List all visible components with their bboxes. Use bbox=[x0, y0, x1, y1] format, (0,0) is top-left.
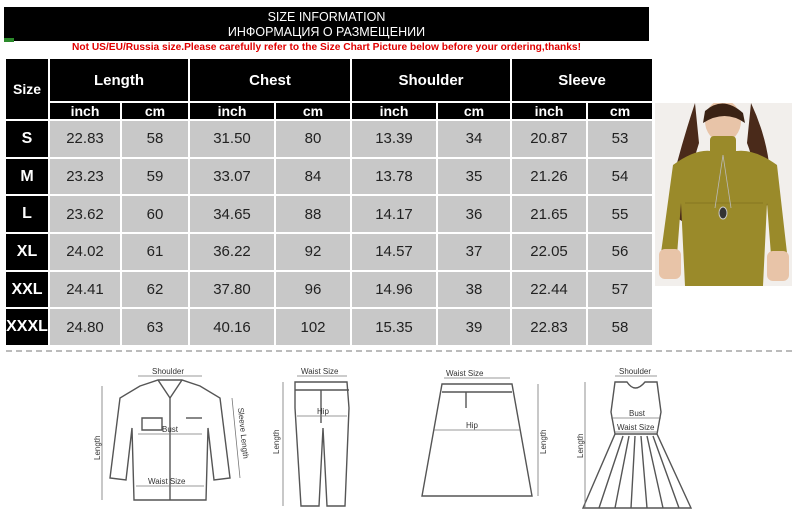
measurement-cell: 35 bbox=[437, 158, 511, 196]
measurement-cell: 37 bbox=[437, 233, 511, 271]
measurement-cell: 40.16 bbox=[189, 308, 275, 346]
unit-header: cm bbox=[437, 102, 511, 120]
unit-header: inch bbox=[49, 102, 121, 120]
size-row bbox=[5, 271, 653, 309]
shirt-measure-diagram bbox=[90, 368, 250, 518]
measurement-cell: 24.41 bbox=[49, 271, 121, 309]
pants-hip-label: Hip bbox=[317, 407, 330, 416]
unit-header: inch bbox=[351, 102, 437, 120]
measurement-cell: 22.83 bbox=[511, 308, 587, 346]
measurement-cell: 38 bbox=[437, 271, 511, 309]
dress-waist-label: Waist Size bbox=[617, 423, 655, 432]
measurement-cell: 80 bbox=[275, 120, 351, 158]
measurement-cell: 14.17 bbox=[351, 195, 437, 233]
size-row bbox=[5, 308, 653, 346]
measurement-cell: 96 bbox=[275, 271, 351, 309]
section-divider bbox=[6, 350, 792, 352]
measurement-cell: 13.78 bbox=[351, 158, 437, 196]
shoulder-header: Shoulder bbox=[351, 58, 511, 102]
size-table-body bbox=[5, 120, 653, 346]
size-label-cell: XL bbox=[5, 233, 49, 271]
measurement-cell: 63 bbox=[121, 308, 189, 346]
dress-length-label: Length bbox=[576, 433, 585, 458]
measurement-cell: 24.80 bbox=[49, 308, 121, 346]
measurement-cell: 24.02 bbox=[49, 233, 121, 271]
measurement-cell: 14.96 bbox=[351, 271, 437, 309]
title-english: SIZE INFORMATION bbox=[267, 10, 386, 24]
measurement-cell: 58 bbox=[587, 308, 653, 346]
measurement-cell: 37.80 bbox=[189, 271, 275, 309]
unit-header: cm bbox=[587, 102, 653, 120]
measurement-cell: 54 bbox=[587, 158, 653, 196]
size-row bbox=[5, 120, 653, 158]
size-label-cell: XXXL bbox=[5, 308, 49, 346]
shirt-bust-label: Bust bbox=[162, 425, 179, 434]
measurement-cell: 21.26 bbox=[511, 158, 587, 196]
sleeve-header: Sleeve bbox=[511, 58, 653, 102]
model-sweater-image bbox=[655, 103, 792, 286]
measurement-cell: 23.23 bbox=[49, 158, 121, 196]
measurement-cell: 61 bbox=[121, 233, 189, 271]
measurement-cell: 84 bbox=[275, 158, 351, 196]
measurement-cell: 22.44 bbox=[511, 271, 587, 309]
unit-header: inch bbox=[189, 102, 275, 120]
measurement-cell: 88 bbox=[275, 195, 351, 233]
skirt-hip-label: Hip bbox=[466, 421, 479, 430]
measurement-cell: 39 bbox=[437, 308, 511, 346]
size-column-header: Size bbox=[5, 58, 49, 120]
dress-measure-diagram bbox=[575, 368, 705, 518]
measurement-cell: 22.83 bbox=[49, 120, 121, 158]
size-row bbox=[5, 158, 653, 196]
pants-length-label: Length bbox=[272, 429, 281, 454]
size-label-cell: L bbox=[5, 195, 49, 233]
measurement-cell: 53 bbox=[587, 120, 653, 158]
measurement-cell: 23.62 bbox=[49, 195, 121, 233]
skirt-measure-diagram bbox=[420, 368, 550, 518]
measurement-cell: 36.22 bbox=[189, 233, 275, 271]
skirt-waist-label: Waist Size bbox=[446, 369, 484, 378]
measurement-cell: 21.65 bbox=[511, 195, 587, 233]
size-row bbox=[5, 195, 653, 233]
size-table bbox=[4, 57, 654, 347]
measurement-cell: 36 bbox=[437, 195, 511, 233]
measurement-cell: 20.87 bbox=[511, 120, 587, 158]
unit-header: cm bbox=[275, 102, 351, 120]
measurement-cell: 34 bbox=[437, 120, 511, 158]
measurement-cell: 57 bbox=[587, 271, 653, 309]
measurement-cell: 59 bbox=[121, 158, 189, 196]
size-label-cell: S bbox=[5, 120, 49, 158]
length-header: Length bbox=[49, 58, 189, 102]
measurement-cell: 34.65 bbox=[189, 195, 275, 233]
chest-header: Chest bbox=[189, 58, 351, 102]
pants-waist-label: Waist Size bbox=[301, 367, 339, 376]
unit-header: inch bbox=[511, 102, 587, 120]
measurement-cell: 58 bbox=[121, 120, 189, 158]
size-label-cell: XXL bbox=[5, 271, 49, 309]
size-row bbox=[5, 233, 653, 271]
shirt-shoulder-label: Shoulder bbox=[152, 367, 185, 376]
skirt-length-label: Length bbox=[539, 429, 548, 454]
size-notice: Not US/EU/Russia size.Please carefully refer to the Size Chart Picture below before your ordering,thanks! bbox=[72, 42, 581, 53]
size-info-header bbox=[4, 7, 649, 41]
measurement-cell: 102 bbox=[275, 308, 351, 346]
measurement-cell: 55 bbox=[587, 195, 653, 233]
measurement-cell: 92 bbox=[275, 233, 351, 271]
measurement-cell: 13.39 bbox=[351, 120, 437, 158]
measurement-cell: 33.07 bbox=[189, 158, 275, 196]
shirt-sleeve-label: Sleeve Length bbox=[236, 407, 251, 460]
measurement-cell: 22.05 bbox=[511, 233, 587, 271]
model-photo bbox=[655, 103, 792, 286]
unit-header: cm bbox=[121, 102, 189, 120]
title-russian: ИНФОРМАЦИЯ О РАЗМЕЩЕНИИ bbox=[227, 25, 426, 39]
measurement-cell: 14.57 bbox=[351, 233, 437, 271]
pants-measure-diagram bbox=[265, 368, 360, 518]
measurement-cell: 60 bbox=[121, 195, 189, 233]
dress-bust-label: Bust bbox=[629, 409, 646, 418]
measurement-cell: 62 bbox=[121, 271, 189, 309]
measurement-cell: 56 bbox=[587, 233, 653, 271]
size-label-cell: M bbox=[5, 158, 49, 196]
shirt-length-label: Length bbox=[93, 435, 102, 460]
measurement-cell: 15.35 bbox=[351, 308, 437, 346]
measurement-cell: 31.50 bbox=[189, 120, 275, 158]
dress-shoulder-label: Shoulder bbox=[619, 367, 652, 376]
shirt-waist-label: Waist Size bbox=[148, 477, 186, 486]
